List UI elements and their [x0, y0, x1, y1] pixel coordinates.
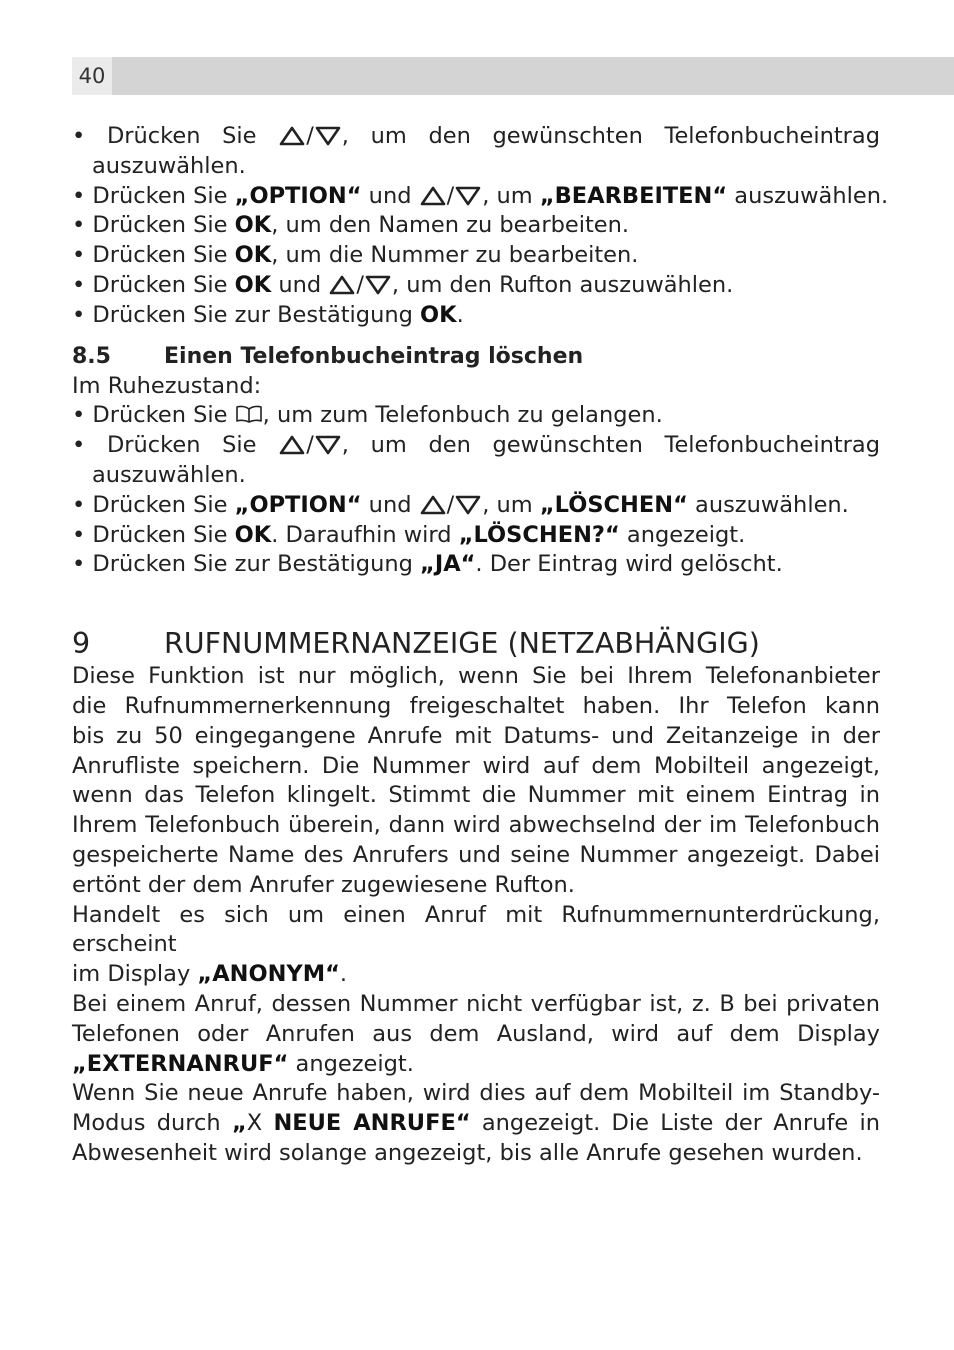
triangle-up-icon: [279, 435, 305, 455]
paragraph-line: gespeicherte Name des Anrufers und seine Nummer angezeigt. Dabei: [72, 841, 880, 868]
paragraph-line: Diese Funktion ist nur möglich, wenn Sie bei Ihrem Telefonanbieter: [72, 663, 880, 690]
section-9-heading: 9 RUFNUMMERNANZEIGE (NETZABHÄNGIG): [72, 627, 760, 661]
triangle-up-icon: [420, 495, 446, 515]
section-8-5-intro: Im Ruhezustand:: [72, 372, 262, 399]
section-9-paragraph-2: [72, 901, 880, 990]
edit-step-2: • Drücken Sie „OPTION“ und / , um „BEARBEITEN“ auszuwählen.: [72, 182, 889, 209]
paragraph-line: Wenn Sie neue Anrufe haben, wird dies auf dem Mobilteil im Standby-: [72, 1080, 880, 1107]
page-number: 40: [72, 57, 112, 95]
edit-step-1: • Drücken Sie / , um den gewünschten Telefonbucheintrag: [72, 123, 880, 149]
paragraph-line: Handelt es sich um einen Anruf mit Rufnummernunterdrückung, erscheint: [72, 901, 880, 958]
triangle-down-icon: [315, 435, 341, 455]
triangle-down-icon: [315, 126, 341, 146]
page-content: [72, 122, 889, 1169]
paragraph-line: Bei einem Anruf, dessen Nummer nicht verfügbar ist, z. B bei privaten: [72, 990, 880, 1017]
phonebook-icon: [235, 404, 263, 424]
edit-step-1-continued: auszuwählen.: [92, 152, 246, 179]
triangle-down-icon: [365, 275, 391, 295]
header-bar: [72, 57, 954, 95]
delete-step-3: • Drücken Sie „OPTION“ und / , um „LÖSCHEN“ auszuwählen.: [72, 491, 849, 518]
delete-step-2-continued: auszuwählen.: [92, 461, 246, 488]
paragraph-line: im Display „ANONYM“.: [72, 961, 348, 988]
triangle-up-icon: [279, 126, 305, 146]
paragraph-line: Abwesenheit wird solange angezeigt, bis alle Anrufe gesehen wurden.: [72, 1139, 863, 1166]
paragraph-line: bis zu 50 eingegangene Anrufe mit Datums- und Zeitanzeige in der: [72, 722, 880, 749]
triangle-down-icon: [455, 186, 481, 206]
paragraph-line: Modus durch „X NEUE ANRUFE“ angezeigt. Die Liste der Anrufe in: [72, 1110, 881, 1137]
section-8-5-heading: 8.5 Einen Telefonbucheintrag löschen: [72, 343, 584, 369]
edit-step-5: • Drücken Sie OK und / , um den Rufton auszuwählen.: [72, 271, 734, 298]
section-9-paragraph-1: [72, 662, 880, 900]
paragraph-line: Anrufliste speichern. Die Nummer wird auf dem Mobilteil angezeigt,: [72, 752, 880, 779]
delete-step-4: • Drücken Sie OK. Daraufhin wird „LÖSCHEN?“ angezeigt.: [72, 521, 746, 548]
edit-step-4: • Drücken Sie OK, um die Nummer zu bearbeiten.: [72, 242, 639, 269]
delete-step-5: • Drücken Sie zur Bestätigung „JA“. Der Eintrag wird gelöscht.: [72, 551, 783, 578]
triangle-down-icon: [455, 495, 481, 515]
edit-step-6: • Drücken Sie zur Bestätigung OK.: [72, 301, 464, 328]
edit-step-3: • Drücken Sie OK, um den Namen zu bearbeiten.: [72, 212, 630, 239]
delete-step-1: • Drücken Sie , um zum Telefonbuch zu gelangen.: [72, 402, 663, 429]
section-9-paragraph-4: [72, 1079, 880, 1168]
paragraph-line: wenn das Telefon klingelt. Stimmt die Nummer mit einem Eintrag in: [72, 782, 880, 809]
paragraph-line: „EXTERNANRUF“ angezeigt.: [72, 1050, 414, 1077]
triangle-up-icon: [420, 186, 446, 206]
paragraph-line: Telefonen oder Anrufen aus dem Ausland, wird auf dem Display: [72, 1020, 880, 1047]
paragraph-line: die Rufnummernerkennung freigeschaltet haben. Ihr Telefon kann: [72, 692, 880, 719]
delete-step-2: • Drücken Sie / , um den gewünschten Telefonbucheintrag: [72, 432, 880, 459]
triangle-up-icon: [329, 275, 355, 295]
paragraph-line: ertönt der dem Anrufer zugewiesene Rufton.: [72, 871, 575, 898]
section-9-paragraph-3: [72, 990, 880, 1079]
paragraph-line: Ihrem Telefonbuch überein, dann wird abwechselnd der im Telefonbuch: [72, 812, 880, 839]
